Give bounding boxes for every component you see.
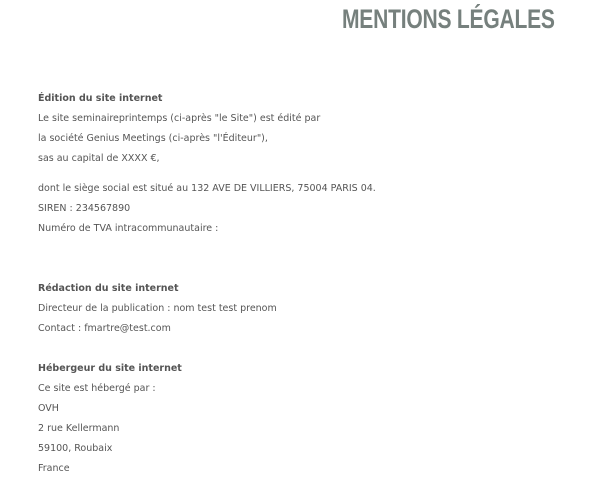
edition-address: dont le siège social est situé au 132 AVE DE VILLIERS, 75004 PARIS 04. (38, 183, 376, 194)
hebergeur-street: 2 rue Kellermann (38, 423, 120, 434)
legal-content (38, 89, 578, 479)
section-heading-redaction: Rédaction du site internet (38, 283, 179, 294)
edition-tva: Numéro de TVA intracommunautaire : (38, 223, 219, 234)
spacer (38, 169, 578, 179)
section-heading-edition: Édition du site internet (38, 93, 163, 104)
page-title: MENTIONS LÉGALES (342, 4, 555, 34)
section-edition (38, 89, 578, 239)
spacer (38, 239, 578, 279)
section-redaction (38, 279, 578, 339)
section-hebergeur (38, 359, 578, 479)
section-heading-hebergeur: Hébergeur du site internet (38, 363, 182, 374)
redaction-contact: Contact : fmartre@test.com (38, 323, 171, 334)
edition-line: Le site seminaireprintemps (ci-après "le Site") est édité par (38, 113, 321, 124)
edition-line: la société Genius Meetings (ci-après "l'Éditeur"), (38, 133, 268, 144)
edition-line: sas au capital de XXXX €, (38, 153, 160, 164)
spacer (38, 339, 578, 359)
hebergeur-name: OVH (38, 403, 59, 414)
redaction-director: Directeur de la publication : nom test test prenom (38, 303, 277, 314)
hebergeur-country: France (38, 463, 70, 474)
hebergeur-line: Ce site est hébergé par : (38, 383, 156, 394)
edition-siren: SIREN : 234567890 (38, 203, 131, 214)
hebergeur-city: 59100, Roubaix (38, 443, 113, 454)
